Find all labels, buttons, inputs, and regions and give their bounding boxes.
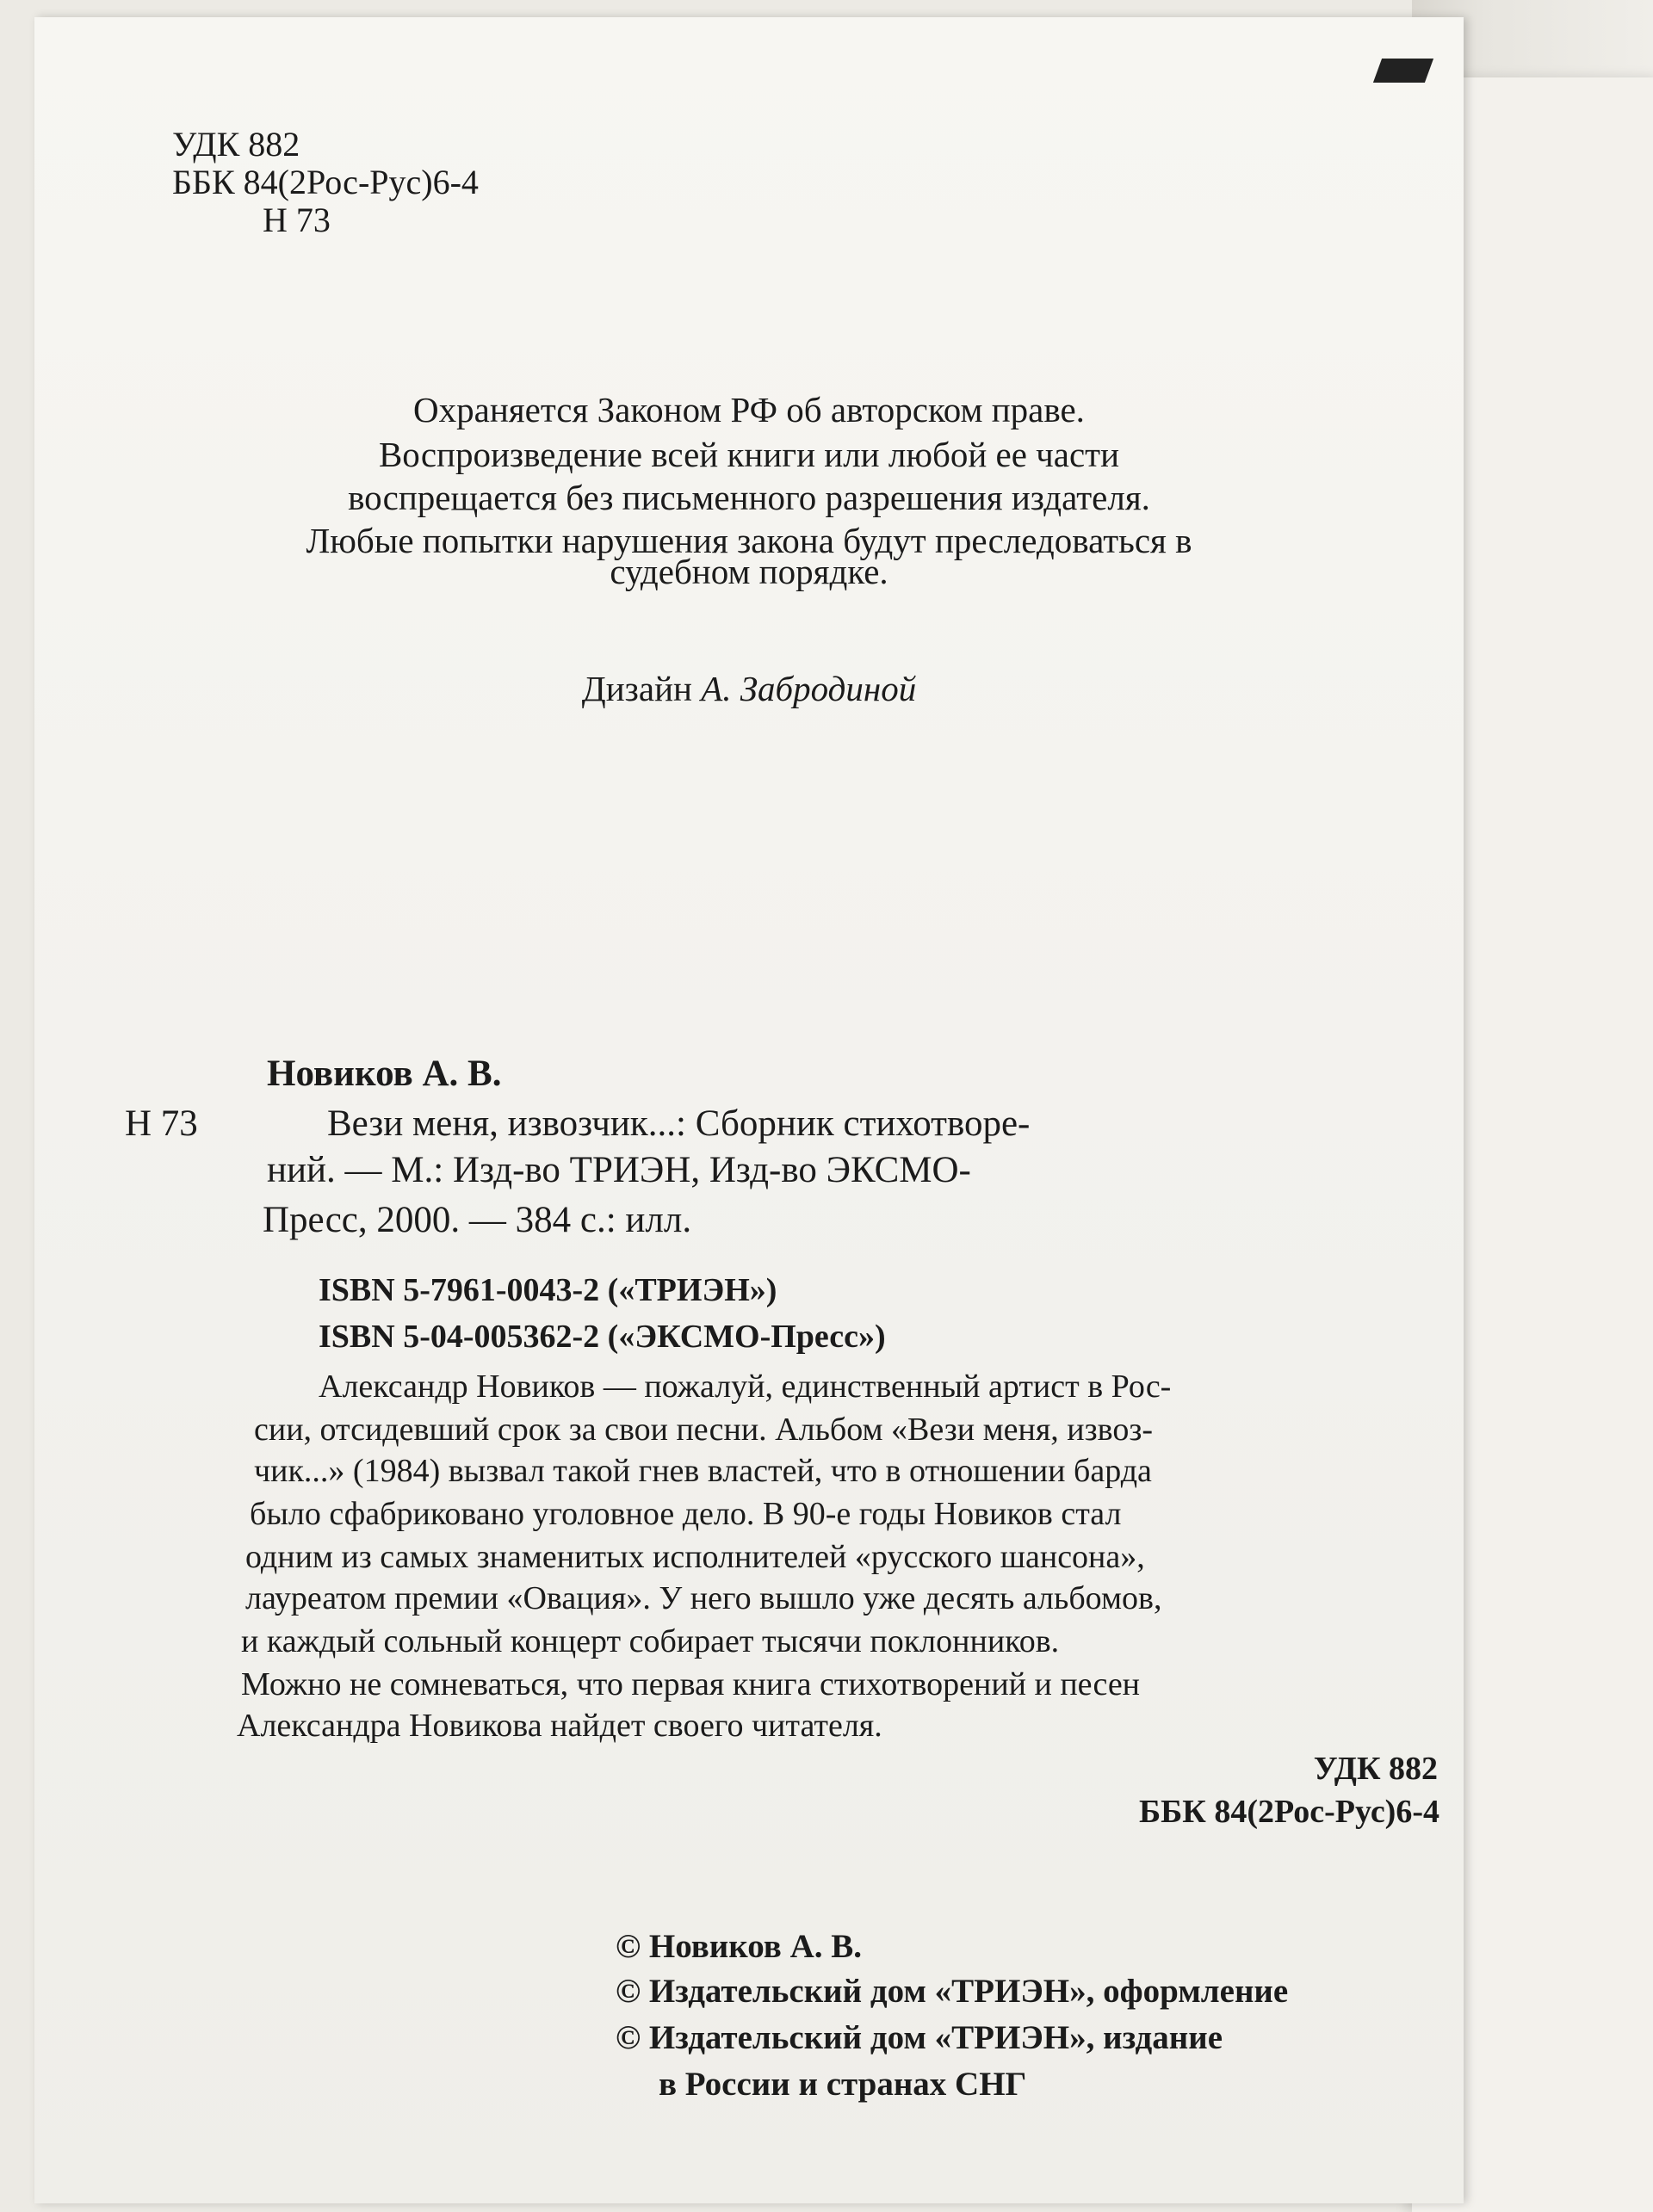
author-sign: Н 73 — [263, 201, 331, 239]
isbn-line: ISBN 5-7961-0043-2 («ТРИЭН») — [319, 1272, 777, 1308]
copyright-line: © Новиков А. В. — [616, 1928, 863, 1965]
annotation-line: было сфабриковано уголовное дело. В 90-е годы Новиков стал — [250, 1496, 1122, 1532]
design-credit-label: Дизайн — [581, 669, 692, 708]
annotation-line: сии, отсидевший срок за свои песни. Альбом «Вези меня, извоз- — [254, 1412, 1153, 1448]
copyright-line: в России и странах СНГ — [659, 2066, 1027, 2103]
notice-line: Охраняется Законом РФ об авторском праве. — [413, 390, 1085, 429]
design-credit-name: А. Забродиной — [701, 669, 917, 708]
card-title-line: Вези меня, извозчик...: Сборник стихотворе- — [327, 1103, 1031, 1144]
copyright-line: © Издательский дом «ТРИЭН», оформление — [616, 1973, 1289, 2010]
card-title-line: Пресс, 2000. — 384 с.: илл. — [263, 1200, 692, 1240]
corner-mark — [1373, 59, 1433, 83]
annotation-line: одним из самых знаменитых исполнителей «русского шансона», — [245, 1539, 1145, 1575]
annotation-line: Александра Новикова найдет своего читателя. — [237, 1708, 882, 1744]
annotation-line: чик...» (1984) вызвал такой гнев властей, что в отношении барда — [254, 1453, 1152, 1489]
notice-line: судебном порядке. — [610, 552, 888, 591]
design-credit — [34, 671, 1464, 707]
card-bbk: ББК 84(2Рос-Рус)6-4 — [1139, 1794, 1439, 1830]
card-title-line: ний. — М.: Изд-во ТРИЭН, Изд-во ЭКСМО- — [267, 1150, 971, 1190]
book-page — [34, 17, 1464, 2203]
card-author: Новиков А. В. — [267, 1053, 502, 1094]
notice-line: Воспроизведение всей книги или любой ее части — [378, 435, 1120, 474]
udk-code: УДК 882 — [172, 125, 300, 164]
annotation-line: Можно не сомневаться, что первая книга стихотворений и песен — [241, 1666, 1141, 1702]
card-udk: УДК 882 — [1313, 1751, 1438, 1787]
bbk-code: ББК 84(2Рос-Рус)6-4 — [172, 163, 479, 201]
annotation-line: и каждый сольный концерт собирает тысячи поклонников. — [241, 1623, 1060, 1659]
isbn-line: ISBN 5-04-005362-2 («ЭКСМО-Пресс») — [319, 1319, 886, 1355]
notice-line: воспрещается без письменного разрешения издателя. — [348, 478, 1150, 517]
card-sign: Н 73 — [125, 1103, 198, 1144]
annotation-line: Александр Новиков — пожалуй, единственный артист в Рос- — [319, 1369, 1172, 1405]
copyright-line: © Издательский дом «ТРИЭН», издание — [616, 2019, 1223, 2056]
notice-line: Любые попытки нарушения закона будут преследоваться в — [306, 521, 1192, 560]
annotation-line: лауреатом премии «Овация». У него вышло уже десять альбомов, — [245, 1580, 1162, 1616]
